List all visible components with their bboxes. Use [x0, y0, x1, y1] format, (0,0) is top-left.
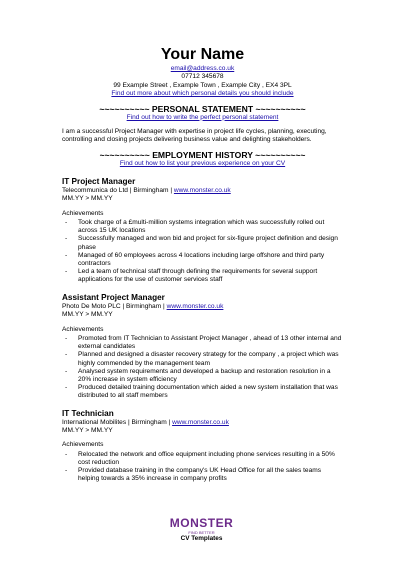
achievements-label: Achievements [62, 325, 104, 333]
bullet-dash-icon: - [65, 367, 68, 375]
email-link[interactable]: email@address.co.uk [170, 65, 235, 72]
cv-templates-label: CV Templates [180, 535, 223, 542]
job-dates: MM.YY > MM.YY [62, 426, 113, 434]
job-company-line [62, 187, 343, 195]
bullet-dash-icon: - [65, 384, 68, 392]
achievement-item [62, 384, 343, 400]
logo-tagline: FIND BETTER [188, 530, 215, 535]
achievement-item [62, 219, 343, 235]
achievement-text: Provided database training in the company's UK Head Office for all the sales teams helping towards a 35% increase in company profits [78, 467, 322, 483]
employment-history-link[interactable]: Find out how to list your previous experience on your CV [119, 160, 286, 168]
achievement-text: Led a team of technical staff through defining the requirements for several support applications for the use of customer services staff [78, 268, 318, 284]
bullet-dash-icon: - [65, 334, 68, 342]
achievement-text: Relocated the network and office equipment including phone services resulting in a 50% cost reduction [78, 450, 335, 466]
achievements-label: Achievements [62, 441, 104, 449]
bullet-dash-icon: - [65, 235, 68, 243]
achievement-text: Took charge of a £multi-million systems integration which was successfully rolled out across 15 UK locations [78, 219, 325, 235]
cv-header [62, 46, 343, 99]
achievement-text: Analysed system requirements and developed a backup and restoration resolution in a 20% increase in system efficiency [78, 367, 331, 383]
achievement-text: Promoted from IT Technician to Assistant Project Manager , ahead of 13 other internal and external candidates [78, 334, 342, 351]
job-title: IT Technician [62, 408, 114, 418]
bullet-dash-icon: - [65, 268, 68, 276]
achievement-text: Produced detailed training documentation which aided a new system installation that was distributed to all staff members [78, 384, 338, 400]
job-list [62, 177, 343, 484]
achievement-item [62, 467, 343, 483]
monster-logo [0, 517, 403, 542]
achievement-text: Managed of 60 employees across 4 locations including large offshore and third party contractors [78, 251, 325, 268]
achievements-list [62, 451, 343, 484]
job-company: Telecommunica do Ltd | Birmingham | [62, 186, 174, 194]
employment-history-heading [62, 150, 343, 168]
phone-number: 07712 345678 [181, 73, 224, 81]
achievement-item [62, 451, 343, 467]
job-entry [62, 293, 343, 401]
bullet-dash-icon: - [65, 351, 68, 359]
achievement-text: Successfully managed and won bid and project for six-figure project definition and design phase [78, 235, 338, 251]
personal-details-link[interactable]: Find out more about which personal details you should include [111, 90, 294, 98]
achievement-item [62, 368, 343, 384]
job-company-line [62, 303, 343, 311]
achievement-item [62, 252, 343, 268]
achievement-text: Planned and designed a disaster recovery strategy for the company , a project which was highly commended by the management team [78, 351, 339, 367]
employment-history-title: ~~~~~~~~~~ EMPLOYMENT HISTORY ~~~~~~~~~~ [99, 150, 306, 161]
achievement-item [62, 351, 343, 367]
job-company-line [62, 419, 343, 427]
candidate-name: Your Name [160, 46, 245, 63]
personal-statement-link[interactable]: Find out how to write the perfect personal statement [126, 113, 279, 121]
job-title: Assistant Project Manager [62, 292, 165, 302]
company-website-link[interactable]: www.monster.co.uk [172, 418, 229, 426]
logo-wordmark: MONSTER [169, 516, 234, 530]
company-website-link[interactable]: www.monster.co.uk [173, 186, 231, 194]
job-entry [62, 409, 343, 484]
postal-address: 99 Example Street , Example Town , Example City , EX4 3PL [113, 81, 292, 89]
job-dates: MM.YY > MM.YY [62, 311, 113, 319]
bullet-dash-icon: - [65, 450, 68, 458]
job-title: IT Project Manager [62, 176, 136, 186]
company-website-link[interactable]: www.monster.co.uk [166, 302, 224, 310]
bullet-dash-icon: - [65, 219, 68, 227]
bullet-dash-icon: - [65, 251, 68, 259]
job-company: Photo De Moto PLC | Birmingham | [62, 302, 167, 310]
achievement-item [62, 268, 343, 284]
achievements-list [62, 219, 343, 285]
achievement-item [62, 335, 343, 351]
achievements-list [62, 335, 343, 401]
achievements-label: Achievements [62, 209, 104, 217]
personal-statement-title: ~~~~~~~~~~ PERSONAL STATEMENT ~~~~~~~~~~ [99, 103, 306, 114]
achievement-item [62, 235, 343, 251]
personal-statement-text: I am a successful Project Manager with expertise in project life cycles, planning, executing, controlling and closing projects delivering business value and delighting stakeholders. [62, 128, 327, 144]
bullet-dash-icon: - [65, 467, 68, 475]
personal-statement-heading [62, 104, 343, 122]
job-company: International Mobilites | Birmingham | [62, 418, 173, 426]
job-entry [62, 177, 343, 285]
job-dates: MM.YY > MM.YY [62, 195, 113, 203]
